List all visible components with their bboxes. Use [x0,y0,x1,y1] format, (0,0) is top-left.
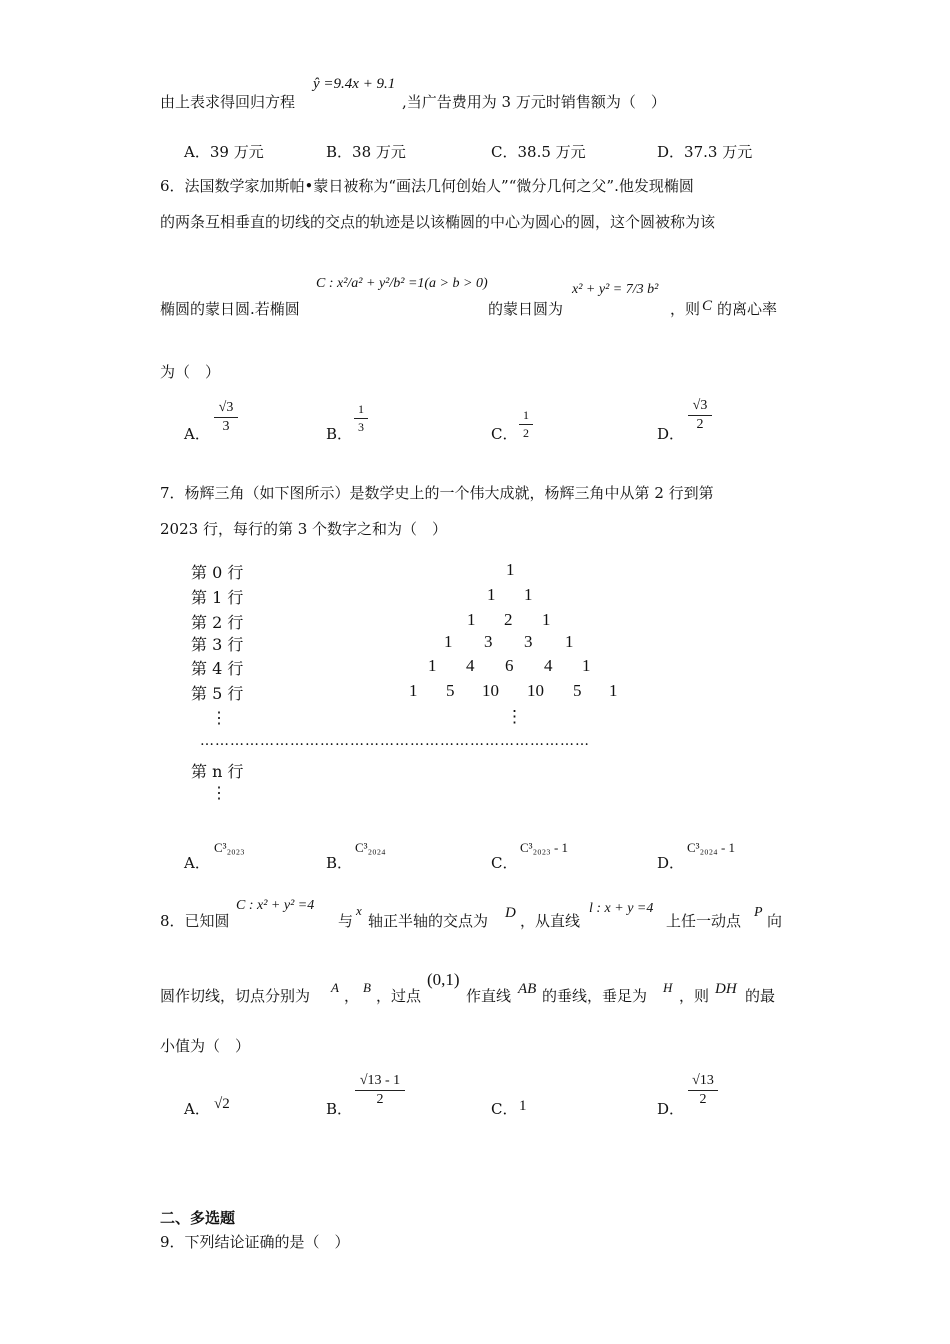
triangle-cell: 1 [409,681,418,700]
q7-option-a-value: C³₂₀₂₃ [214,840,245,855]
q5-text-post: ,当广告费用为 3 万元时销售额为（ ） [402,93,666,111]
q8-H-symbol: H [663,980,673,995]
q5-option-b: B．38 万元 [326,143,406,161]
triangle-cell: 1 [565,632,574,651]
q8-text-3: 轴正半轴的交点为 [368,912,489,930]
q8-text-10: 作直线 [466,987,512,1005]
q6-option-d-label: D． [657,425,685,443]
q8-text-12: ，则 [679,987,710,1005]
q6-option-c-fraction: 1 2 [519,408,533,441]
q6-option-a-fraction: √3 3 [214,400,238,435]
q8-option-b-label: B． [326,1100,353,1118]
triangle-cell: 3 [484,632,493,651]
q7-option-d-label: D． [657,854,685,872]
q8-text-8: ， [344,987,360,1005]
q5-option-d: D．37.3 万元 [657,143,753,161]
row-label-n: 第 n 行 [191,762,244,781]
q8-text-2: 与 [338,912,354,930]
triangle-cell: 6 [505,656,514,675]
triangle-dotted-divider: …………………………………………………………………… [200,733,590,749]
triangle-cell: 10 [482,681,499,700]
triangle-cell: 4 [466,656,475,675]
q7-option-d-value: C³₂₀₂₄ - 1 [687,840,736,855]
q8-text-4: ，从直线 [520,912,581,930]
q8-option-d-label: D． [657,1100,685,1118]
row-label-4: 第 4 行 [191,659,244,678]
q8-option-c-label: C． [491,1100,518,1118]
ellipse-equation: C : x²/a² + y²/b² =1(a > b > 0) [316,276,488,291]
q8-AB-symbol: AB [518,981,537,997]
triangle-cell: 1 [487,585,496,604]
q8-x-symbol: x [356,903,362,918]
q8-text-13: 的最 [745,987,776,1005]
triangle-vdots: ⋮ [506,707,523,726]
q6-line1: 6．法国数学家加斯帕•蒙日被称为“画法几何创始人”“微分几何之父”.他发现椭圆 [160,177,694,195]
q8-option-a-value: √2 [214,1096,230,1112]
q8-P-symbol: P [754,905,763,920]
q5-option-c: C．38.5 万元 [491,143,586,161]
q8-text-5: 上任一动点 [666,912,742,930]
q8-A-symbol: A [331,980,339,995]
triangle-cell: 4 [544,656,553,675]
q6-line3-post: ，则 [670,300,701,318]
triangle-cell: 10 [527,681,544,700]
q8-B-symbol: B [363,980,371,995]
triangle-cell: 1 [582,656,591,675]
q7-option-a-label: A． [184,854,210,872]
q8-point-0-1: (0,1) [427,970,460,989]
q8-option-c-value: 1 [519,1098,527,1114]
q8-text-9: ，过点 [376,987,422,1005]
row-label-0: 第 0 行 [191,563,244,582]
q9-text: 9．下列结论证确的是（ ） [160,1233,350,1251]
q7-line2: 2023 行，每行的第 3 个数字之和为（ ） [160,520,448,538]
q8-option-a-label: A． [184,1100,210,1118]
q6-line2: 的两条互相垂直的切线的交点的轨迹是以该椭圆的中心为圆心的圆，这个圆被称为该 [160,213,716,231]
triangle-cell: 1 [609,681,618,700]
monge-circle-equation: x² + y² = 7/3 b² [572,282,659,297]
q8-DH-symbol: DH [715,981,737,997]
triangle-cell: 1 [428,656,437,675]
triangle-cell: 3 [524,632,533,651]
q7-option-c-value: C³₂₀₂₃ - 1 [520,840,569,855]
q8-circle-equation: C : x² + y² =4 [236,898,315,913]
q5-option-a: A．39 万元 [184,143,264,161]
q5-text-pre: 由上表求得回归方程 [160,93,296,111]
q8-line-equation: l : x + y =4 [589,901,654,916]
q6-option-d-fraction: √3 2 [688,398,712,433]
q8-text-6: 向 [767,912,783,930]
regression-equation: ŷ =9.4x + 9.1 [313,76,396,92]
row-label-1: 第 1 行 [191,588,244,607]
q6-line3-pre: 椭圆的蒙日圆.若椭圆 [160,300,300,318]
row-label-vdots-2: ⋮ [211,783,227,802]
triangle-cell: 5 [573,681,582,700]
q6-line4: 为（ ） [160,363,221,381]
triangle-cell: 1 [467,610,476,629]
row-label-vdots-1: ⋮ [211,708,227,727]
row-label-2: 第 2 行 [191,613,244,632]
q8-option-d-fraction: √13 2 [688,1073,718,1108]
q8-option-b-fraction: √13 - 1 2 [355,1073,405,1108]
q7-option-b-value: C³₂₀₂₄ [355,840,386,855]
q6-option-b-fraction: 1 3 [354,402,368,435]
q6-option-c-label: C． [491,425,518,443]
q8-text-1: 8．已知圆 [160,912,230,930]
triangle-cell: 1 [524,585,533,604]
q8-D-symbol: D [505,905,516,921]
q6-ellipse-symbol: C [702,298,713,314]
q7-line1: 7．杨辉三角（如下图所示）是数学史上的一个伟大成就，杨辉三角中从第 2 行到第 [160,484,714,502]
q8-text-14: 小值为（ ） [160,1037,251,1055]
q6-option-b-label: B． [326,425,353,443]
row-label-5: 第 5 行 [191,684,244,703]
q6-line3-mid: 的蒙日圆为 [488,300,564,318]
q7-option-c-label: C． [491,854,518,872]
q6-line3-end: 的离心率 [717,300,778,318]
q7-option-b-label: B． [326,854,353,872]
triangle-cell: 1 [444,632,453,651]
section-title-multiple-choice: 二、多选题 [160,1209,236,1227]
triangle-cell: 1 [506,560,515,579]
triangle-cell: 2 [504,610,513,629]
triangle-cell: 1 [542,610,551,629]
q6-option-a-label: A． [184,425,210,443]
q8-text-7: 圆作切线，切点分别为 [160,987,311,1005]
row-label-3: 第 3 行 [191,635,244,654]
q8-text-11: 的垂线，垂足为 [542,987,648,1005]
triangle-cell: 5 [446,681,455,700]
